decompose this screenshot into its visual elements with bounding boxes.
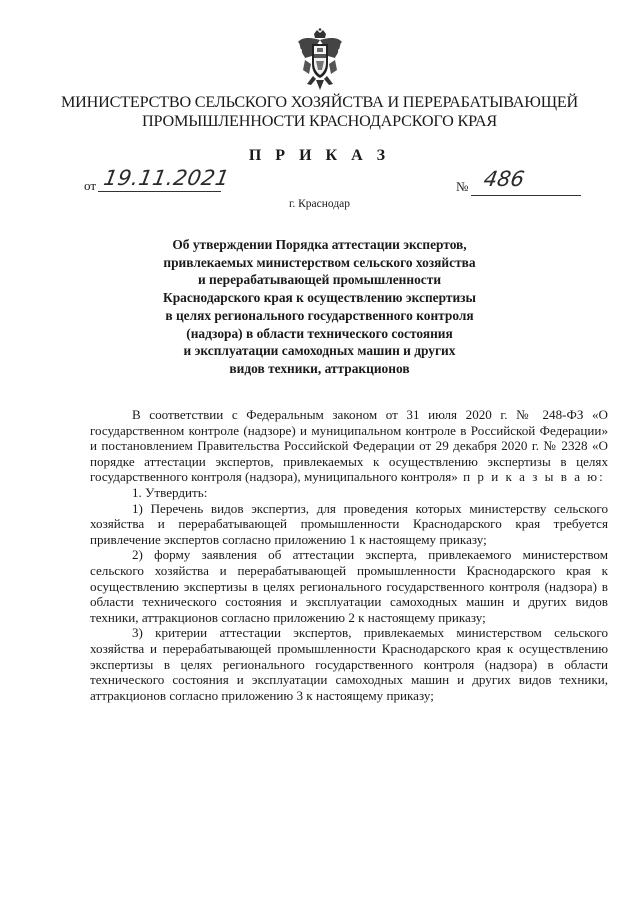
item-1-2-paragraph: 2) форму заявления об аттестации эксперта, привлекаемого министерством сельского хозяйства и перерабатывающей промышленности Краснодарского края к осуществлению экспертизы в целях регионального государственного контроля (надзора) в области технического состояния и эксплуатации самоходных машин и других видов техники, аттракционов согласно приложению 2 к настоящему приказу; <box>90 547 608 625</box>
intro-paragraph <box>90 407 608 485</box>
title-line: в целях регионального государственного контроля <box>165 307 474 323</box>
title-line: и перерабатывающей промышленности <box>197 272 442 288</box>
order-verb: п р и к а з ы в а ю: <box>457 469 605 485</box>
document-type-heading: П Р И К А З <box>248 147 391 164</box>
ministry-name-line1: МИНИСТЕРСТВО СЕЛЬСКОГО ХОЗЯЙСТВА И ПЕРЕРАБАТЫВАЮЩЕЙ <box>60 93 579 111</box>
city-line: г. Краснодар <box>288 198 351 210</box>
number-underline <box>471 195 581 196</box>
number-label: № <box>456 179 469 194</box>
handwritten-order-number: 486 <box>481 167 527 191</box>
title-line: Краснодарского края к осуществлению экспертизы <box>163 290 476 306</box>
title-line: и эксплуатации самоходных машин и других <box>183 343 456 359</box>
date-label: от <box>84 178 97 193</box>
coat-of-arms-emblem <box>295 28 345 92</box>
item-1-paragraph: 1. Утвердить: <box>132 484 208 500</box>
intro-text: В соответствии с Федеральным законом от 31 июля 2020 г. № 248-ФЗ «О государственном контроле (надзоре) и муниципальном контроле в Российской Федерации» и постановлением Правительства Российской Федерации от 29 декабря 2020 г. № 2328 «О порядке аттестации экспертов, привлекаемых к осуществлению экспертизы в целях государственного контроля (надзора), муниципального контроля» <box>90 407 608 485</box>
handwritten-date: 19.11.2021 <box>101 166 232 190</box>
title-line: Об утверждении Порядка аттестации экспертов, <box>172 237 467 252</box>
date-underline <box>98 191 221 192</box>
title-line: привлекаемых министерством сельского хозяйства <box>163 254 476 270</box>
item-1-3-paragraph: 3) критерии аттестации экспертов, привлекаемых министерством сельского хозяйства и перерабатывающей промышленности Краснодарского края к осуществлению экспертизы в целях регионального государственного контроля (надзора) в области технического состояния и эксплуатации самоходных машин и других видов техники, аттракционов согласно приложению 3 к настоящему приказу; <box>90 625 608 703</box>
order-title <box>80 236 559 378</box>
item-1-1-paragraph: 1) Перечень видов экспертиз, для проведения которых министерству сельского хозяйства и перерабатывающей промышленности Краснодарского края требуется привлечение экспертов согласно приложению 1 к настоящему приказу; <box>90 500 608 547</box>
title-line: (надзора) в области технического состояния <box>186 325 453 341</box>
ministry-name-line2: ПРОМЫШЛЕННОСТИ КРАСНОДАРСКОГО КРАЯ <box>142 112 497 130</box>
title-line: видов техники, аттракционов <box>229 360 410 376</box>
order-body <box>90 407 608 703</box>
